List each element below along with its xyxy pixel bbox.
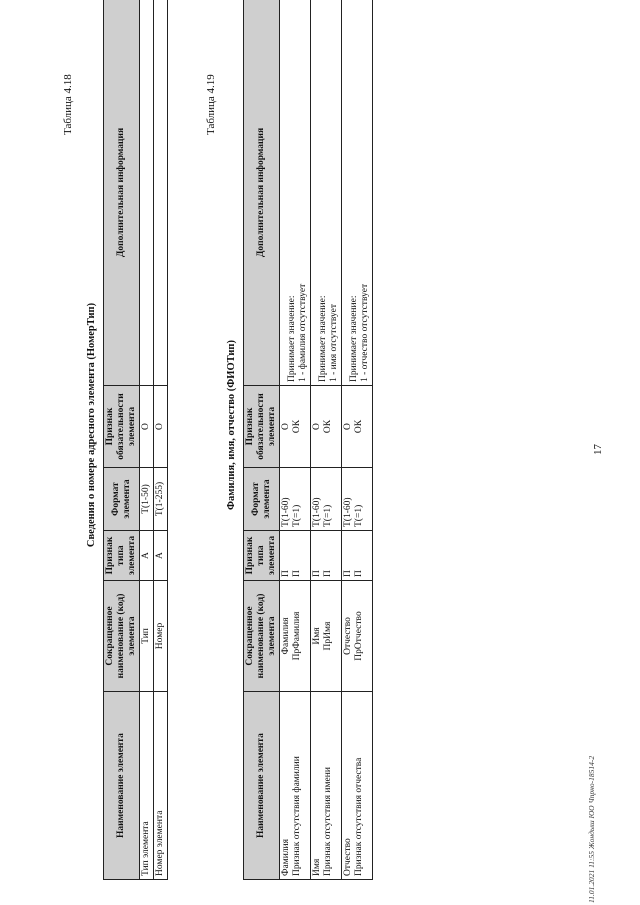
element-code-cell: Тип bbox=[140, 581, 154, 692]
table-4-18-label: Таблица 4.18 bbox=[62, 74, 74, 135]
element-type-cell bbox=[280, 531, 311, 581]
element-type: П bbox=[281, 570, 291, 577]
column-header: Признак обязательности элемента bbox=[244, 386, 280, 468]
element-code: ПрИмя bbox=[323, 621, 333, 651]
footer-reference: Жондыш ЮО Чпрно-18514-2 bbox=[587, 755, 596, 850]
column-header: Формат элемента bbox=[244, 468, 280, 531]
element-name: Фамилия bbox=[281, 838, 291, 876]
element-code-cell: Номер bbox=[154, 581, 168, 692]
table-row bbox=[342, 0, 373, 880]
element-name: Отчество bbox=[343, 838, 353, 876]
footer-timestamp: 11.01.2021 11:55 bbox=[587, 850, 596, 903]
element-info: Принимает значение: bbox=[287, 295, 297, 382]
element-code: ПрФамилия bbox=[292, 611, 302, 661]
element-name-cell bbox=[311, 692, 342, 880]
element-format-cell bbox=[280, 468, 311, 531]
scan-footer-note bbox=[587, 756, 596, 903]
element-name-cell: Тип элемента bbox=[140, 692, 154, 880]
element-type: П bbox=[354, 570, 364, 577]
element-code-cell bbox=[342, 581, 373, 692]
column-header: Признак типа элемента bbox=[104, 531, 140, 581]
element-name: Признак отсутствия имени bbox=[323, 767, 333, 876]
element-format: T(=1) bbox=[323, 504, 333, 527]
column-header: Сокращенное наименование (код) элемента bbox=[244, 581, 280, 692]
element-info: 1 - фамилия отсутствует bbox=[298, 283, 308, 382]
element-format: T(1-60) bbox=[312, 497, 322, 527]
page-number: 17 bbox=[592, 444, 604, 455]
column-header: Формат элемента bbox=[104, 468, 140, 531]
element-required: О bbox=[312, 423, 322, 430]
element-code: Фамилия bbox=[281, 617, 291, 655]
table-header-row bbox=[104, 0, 140, 880]
element-format: T(=1) bbox=[292, 504, 302, 527]
element-info: 1 - отчество отсутствует bbox=[360, 283, 370, 382]
element-format: T(1-60) bbox=[281, 497, 291, 527]
element-format: T(1-60) bbox=[343, 497, 353, 527]
element-required: ОК bbox=[354, 419, 364, 434]
element-format-cell bbox=[311, 468, 342, 531]
element-info: Принимает значение: bbox=[318, 295, 328, 382]
element-format: T(=1) bbox=[354, 504, 364, 527]
element-name-cell bbox=[280, 692, 311, 880]
element-type-cell bbox=[342, 531, 373, 581]
element-info: 1 - имя отсутствует bbox=[329, 303, 339, 382]
column-header: Признак обязательности элемента bbox=[104, 386, 140, 468]
table-row bbox=[154, 0, 168, 880]
element-code: ПрОтчество bbox=[354, 611, 364, 661]
element-name: Признак отсутствия отчества bbox=[354, 757, 364, 876]
element-info-cell bbox=[280, 0, 311, 386]
element-type: П bbox=[343, 570, 353, 577]
column-header: Наименование элемента bbox=[104, 692, 140, 880]
element-required-cell: О bbox=[154, 386, 168, 468]
column-header: Признак типа элемента bbox=[244, 531, 280, 581]
element-type-cell: А bbox=[140, 531, 154, 581]
column-header: Наименование элемента bbox=[244, 692, 280, 880]
element-code-cell bbox=[280, 581, 311, 692]
element-type-cell: А bbox=[154, 531, 168, 581]
column-header: Дополнительная информация bbox=[104, 0, 140, 386]
element-info-cell bbox=[311, 0, 342, 386]
column-header: Дополнительная информация bbox=[244, 0, 280, 386]
element-required: О bbox=[281, 423, 291, 430]
table-4-19-title: Фамилия, имя, отчество (ФИОТип) bbox=[226, 340, 237, 510]
table-row bbox=[311, 0, 342, 880]
element-code-cell bbox=[311, 581, 342, 692]
element-type: П bbox=[312, 570, 322, 577]
element-name-cell bbox=[342, 692, 373, 880]
element-required-cell bbox=[311, 386, 342, 468]
element-required-cell bbox=[342, 386, 373, 468]
element-info-cell bbox=[154, 0, 168, 386]
element-type: П bbox=[323, 570, 333, 577]
element-info-cell bbox=[342, 0, 373, 386]
table-header-row bbox=[244, 0, 280, 880]
element-info: Принимает значение: bbox=[349, 295, 359, 382]
table-4-19 bbox=[243, 0, 373, 880]
table-row bbox=[280, 0, 311, 880]
table-4-18 bbox=[103, 0, 168, 880]
element-format-cell bbox=[342, 468, 373, 531]
element-info-cell bbox=[140, 0, 154, 386]
element-required: ОК bbox=[292, 419, 302, 434]
element-required-cell: О bbox=[140, 386, 154, 468]
element-format-cell: T(1-255) bbox=[154, 468, 168, 531]
element-required: ОК bbox=[323, 419, 333, 434]
element-name-cell: Номер элемента bbox=[154, 692, 168, 880]
table-4-19-label: Таблица 4.19 bbox=[205, 74, 217, 135]
element-type: П bbox=[292, 570, 302, 577]
element-format-cell: T(1-50) bbox=[140, 468, 154, 531]
element-name: Имя bbox=[312, 858, 322, 876]
element-required-cell bbox=[280, 386, 311, 468]
element-required: О bbox=[343, 423, 353, 430]
element-code: Отчество bbox=[343, 617, 353, 655]
element-code: Имя bbox=[312, 627, 322, 645]
table-4-18-title: Сведения о номере адресного элемента (НомерТип) bbox=[86, 302, 97, 548]
element-type-cell bbox=[311, 531, 342, 581]
table-row bbox=[140, 0, 154, 880]
element-name: Признак отсутствия фамилии bbox=[292, 756, 302, 876]
column-header: Сокращенное наименование (код) элемента bbox=[104, 581, 140, 692]
